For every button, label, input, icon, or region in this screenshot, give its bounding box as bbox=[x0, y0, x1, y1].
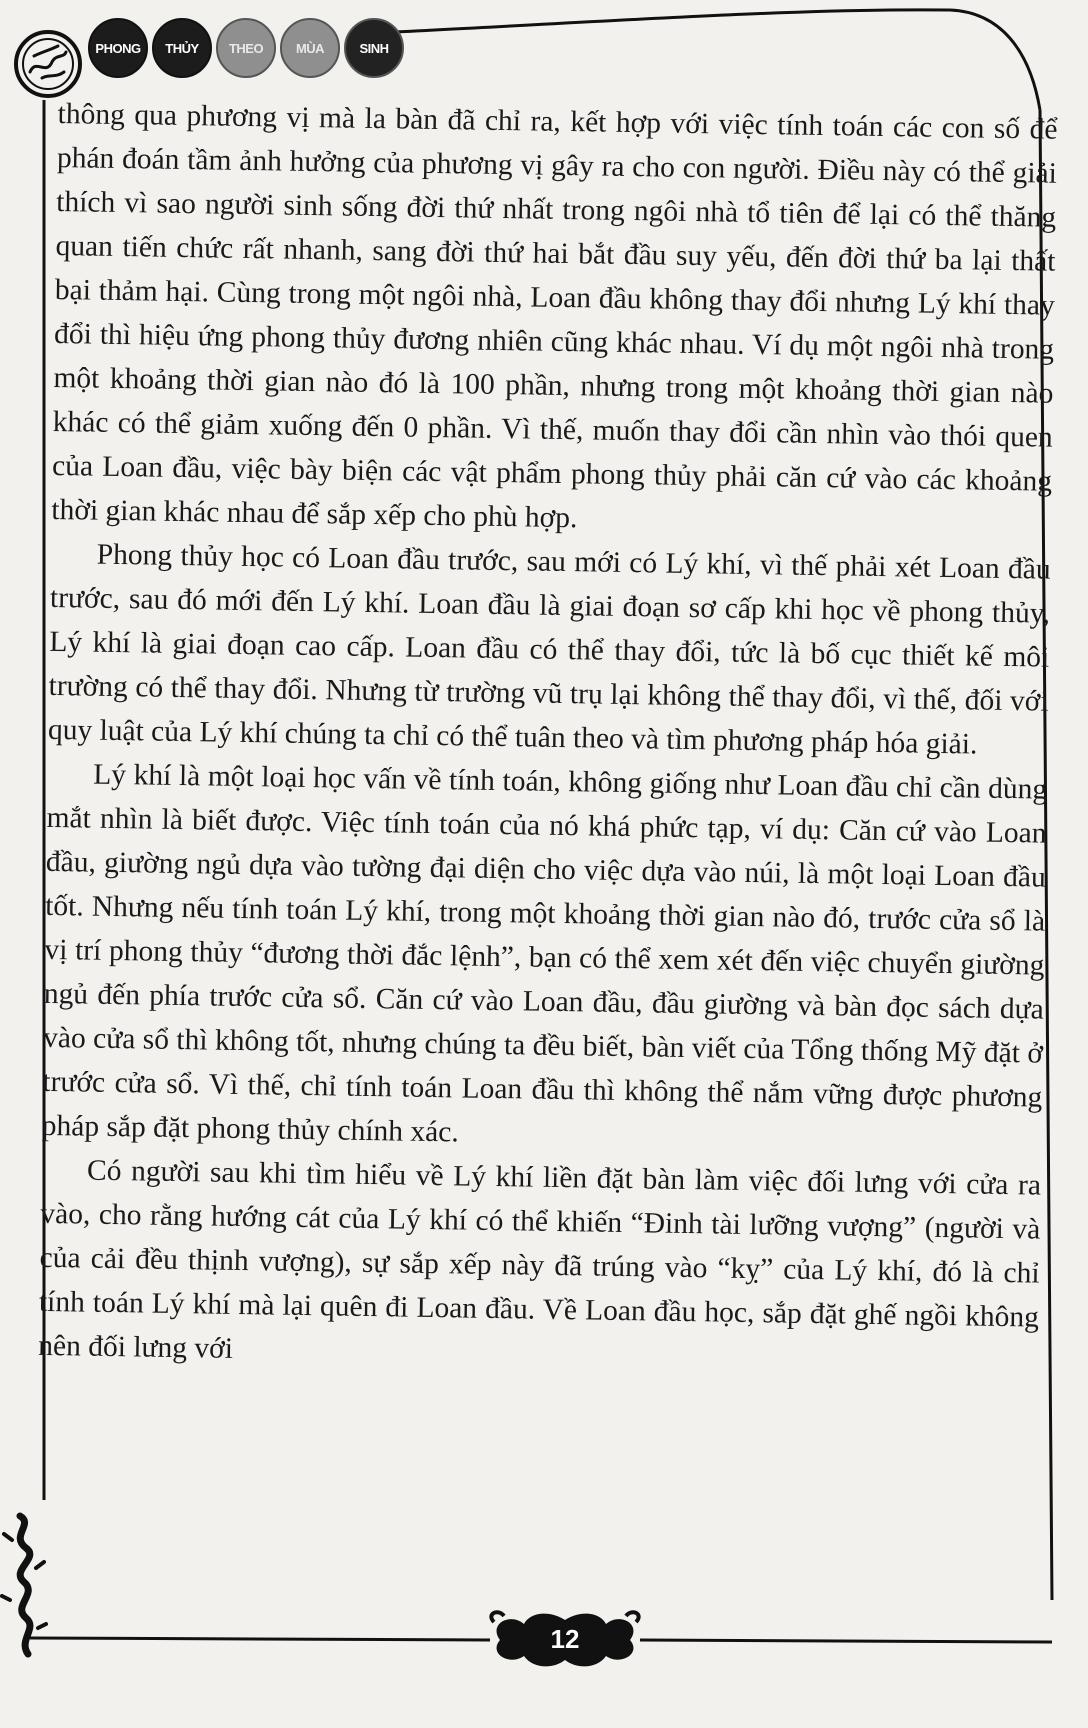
paragraph: thông qua phương vị mà la bàn đã chỉ ra, kết hợp với việc tính toán các con số để phán đoán tầm ảnh hưởng của phương vị gây ra cho con người. Điều này có thể giải thích vì sao người sinh sống đời thứ nhất trong ngôi nhà tổ tiên để lại có thể thăng quan tiến chức rất nhanh, sang đời thứ hai bắt đầu suy yếu, đến đời thứ ba lại thất bại thảm hại. Cùng trong một ngôi nhà, Loan đầu không thay đổi nhưng Lý khí thay đổi thì hiệu ứng phong thủy đương nhiên cũng khác nhau. Ví dụ một ngôi nhà trong một khoảng thời gian nào đó là 100 phần, nhưng trong một khoảng thời gian nào khác có thể giảm xuống đến 0 phần. Vì thế, muốn thay đổi cần nhìn vào thói quen của Loan đầu, việc bày biện các vật phẩm phong thủy phải căn cứ vào các khoảng thời gian khác nhau để sắp xếp cho phù hợp. bbox=[51, 97, 1058, 535]
header-badge: PHONG bbox=[88, 18, 148, 78]
page-number-ornament bbox=[480, 1604, 650, 1674]
body-text bbox=[38, 92, 1058, 1384]
header-badge: THEO bbox=[216, 18, 276, 78]
page-number: 12 bbox=[550, 1623, 580, 1654]
header-title-badges bbox=[88, 18, 404, 78]
header-badge: SINH bbox=[344, 18, 404, 78]
dragon-emblem-icon bbox=[12, 28, 84, 100]
footer-line-right bbox=[640, 1640, 1052, 1642]
header-badge: MÙA bbox=[280, 18, 340, 78]
paragraph: Phong thủy học có Loan đầu trước, sau mới có Lý khí, vì thế phải xét Loan đầu trước, sau đó mới đến Lý khí. Loan đầu là giai đoạn sơ cấp khi học về phong thủy, Lý khí là giai đoạn cao cấp. Loan đầu có thể thay đổi, tức là bố cục thiết kế môi trường có thể thay đổi. Nhưng từ trường vũ trụ lại không thể thay đổi, vì thế, đối với quy luật của Lý khí chúng ta chỉ có thể tuân theo và tìm phương pháp hóa giải. bbox=[47, 538, 1051, 761]
paragraph: Có người sau khi tìm hiểu về Lý khí liền đặt bàn làm việc đối lưng với cửa ra vào, cho rằng hướng cát của Lý khí có thể khiến “Đinh tài lưỡng vượng” (người và của cải đều thịnh vượng), sự sắp xếp này đã trúng vào “kỵ” của Lý khí, đó là chỉ tính toán Lý khí mà lại quên đi Loan đầu. Về Loan đầu học, sắp đặt ghế ngồi không nên đối lưng với bbox=[38, 1154, 1042, 1365]
header-curve-line bbox=[395, 10, 1040, 110]
header-badge: THỦY bbox=[152, 18, 212, 78]
dragon-ornament-icon bbox=[0, 1510, 48, 1660]
footer-line-left bbox=[30, 1638, 490, 1640]
paragraph: Lý khí là một loại học vấn về tính toán, không giống như Loan đầu chỉ cần dùng mắt nhìn là biết được. Việc tính toán của nó khá phức tạp, ví dụ: Căn cứ vào Loan đầu, giường ngủ dựa vào tường đại diện cho việc dựa vào núi, là một loại Loan đầu tốt. Nhưng nếu tính toán Lý khí, trong một khoảng thời gian nào đó, trước cửa sổ là vị trí phong thủy “đương thời đắc lệnh”, bạn có thể xem xét đến việc chuyển giường ngủ đến phía trước cửa sổ. Căn cứ vào Loan đầu, đầu giường và bàn đọc sách dựa vào cửa sổ thì không tốt, nhưng chúng ta đều biết, bàn viết của Tổng thống Mỹ đặt ở trước cửa sổ. Vì thế, chỉ tính toán Loan đầu thì không thể nắm vững được phương pháp sắp đặt phong thủy chính xác. bbox=[41, 758, 1048, 1149]
